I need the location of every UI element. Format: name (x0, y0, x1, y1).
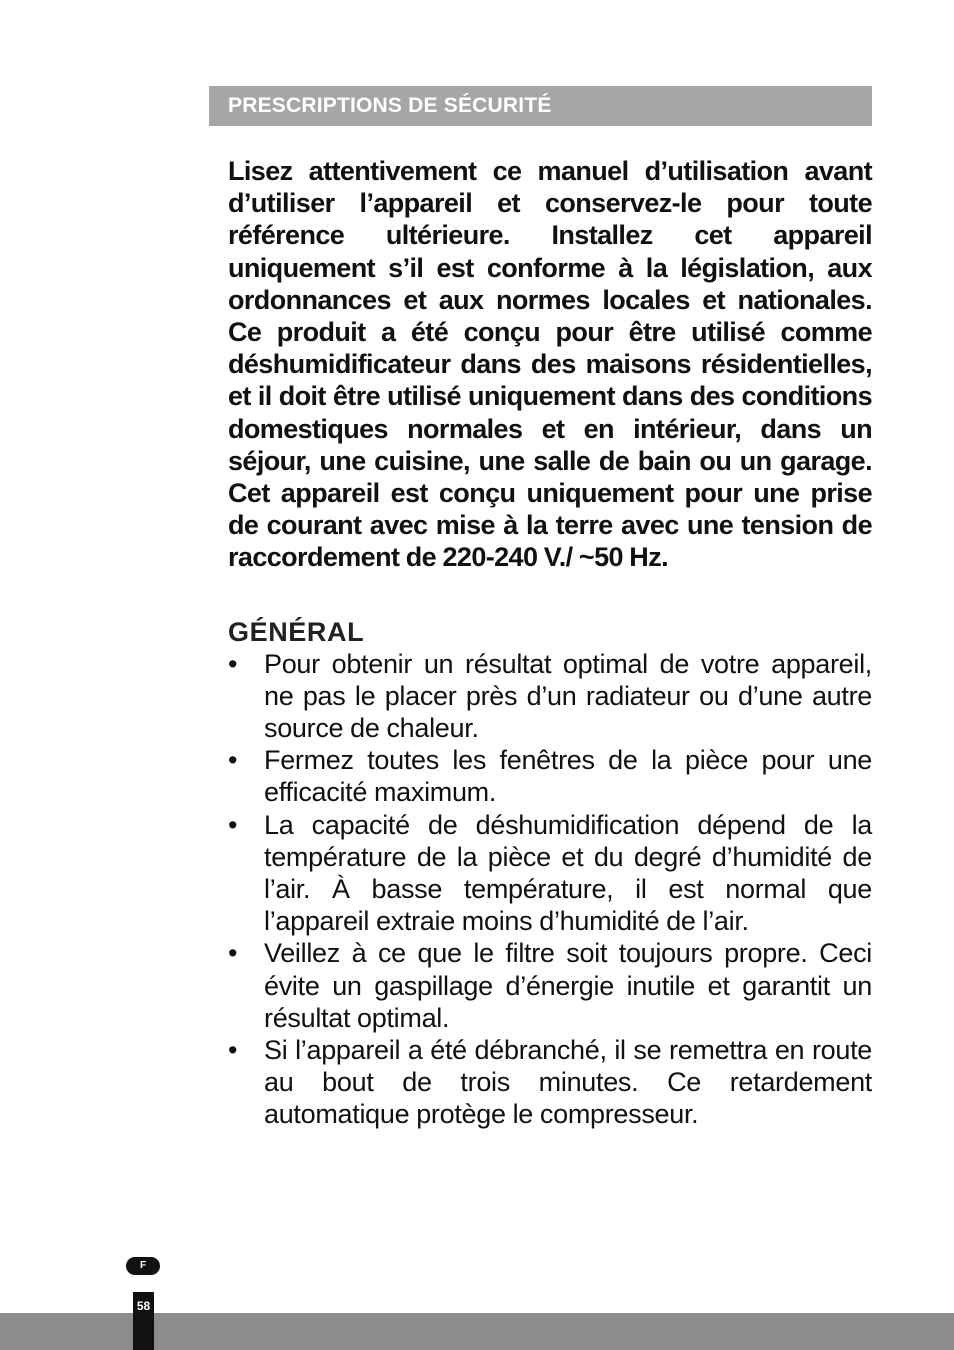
bullet-item (228, 1034, 872, 1131)
bullet-item (228, 937, 872, 1034)
bullet-item (228, 648, 872, 745)
page-content (228, 155, 872, 1131)
bullet-dot-icon: • (228, 1035, 238, 1066)
bullet-item (228, 809, 872, 938)
section-title-general: GÉNÉRAL (228, 616, 365, 647)
page-number: 58 (136, 1299, 151, 1313)
bullet-dot-icon: • (228, 938, 238, 969)
intro-paragraph: Lisez attentivement ce manuel d’utilisation avant d’utiliser l’appareil et conservez-le pour toute référence ultérieure. Installez cet appareil uniquement s’il est conforme à la législation, aux ordonnances et aux normes locales et nationales. Ce produit a été conçu pour être utilisé comme déshumidificateur dans des maisons résidentielles, et il doit être utilisé uniquement dans des conditions domestiques normales et en intérieur, dans un séjour, une cuisine, une salle de bain ou un garage. Cet appareil est conçu uniquement pour une prise de courant avec mise à la terre avec une tension de raccordement de 220-240 V./ ~50 Hz. (228, 156, 872, 573)
bullet-text: La capacité de déshumidification dépend de la température de la pièce et du degré d’humidité de l’air. À basse température, il est normal que l’appareil extraie moins d’humidité de l’air. (264, 809, 872, 937)
general-bullet-list (228, 648, 872, 1131)
bullet-item (228, 744, 872, 808)
page-number-tab (133, 1292, 154, 1350)
bullet-text: Fermez toutes les fenêtres de la pièce pour une efficacité maximum. (264, 745, 872, 808)
bullet-text: Pour obtenir un résultat optimal de votre appareil, ne pas le placer près d’un radiateur ou d’une autre source de chaleur. (264, 648, 872, 744)
bullet-dot-icon: • (228, 745, 238, 776)
bullet-text: Veillez à ce que le filtre soit toujours propre. Ceci évite un gaspillage d’énergie inutile et garantit un résultat optimal. (264, 938, 872, 1033)
section-header (209, 86, 872, 126)
language-label: F (139, 1260, 147, 1271)
bullet-text: Si l’appareil a été débranché, il se remettra en route au bout de trois minutes. Ce retardement automatique protège le compresseur. (264, 1035, 872, 1130)
bullet-dot-icon: • (228, 809, 238, 840)
bullet-dot-icon: • (228, 648, 238, 679)
language-badge (126, 1257, 160, 1275)
section-header-title: PRESCRIPTIONS DE SÉCURITÉ (228, 94, 552, 117)
